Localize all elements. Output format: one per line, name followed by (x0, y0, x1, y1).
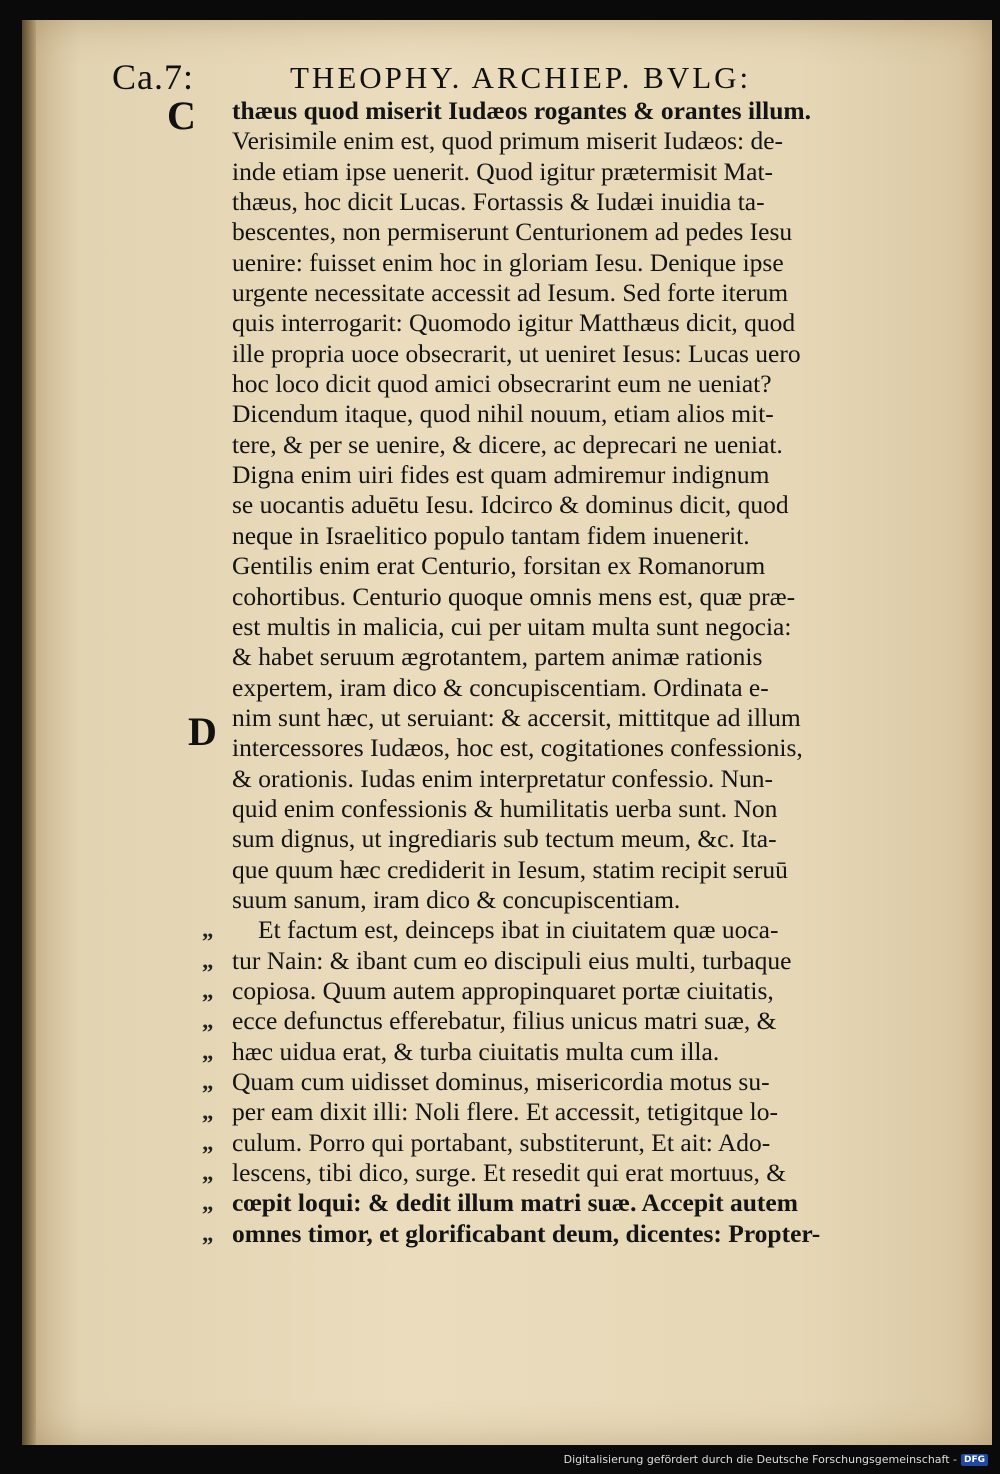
text-line (232, 430, 972, 460)
text-line-content: omnes timor, et glorificabant deum, dicentes: Propter- (232, 1218, 821, 1248)
text-line (202, 945, 972, 976)
text-line (202, 1127, 972, 1158)
text-line (202, 1067, 972, 1097)
text-line-content: inde etiam ipse uenerit. Quod igitur prætermisit Mat- (232, 156, 774, 186)
text-line-content: tere, & per se uenire, & dicere, ac deprecari ne ueniat. (232, 429, 783, 459)
text-line-content: thæus, hoc dicit Lucas. Fortassis & Iudæi inuidia ta- (232, 187, 765, 217)
text-line (232, 824, 972, 854)
text-line (202, 1097, 972, 1127)
text-line (202, 1188, 972, 1218)
text-line-content: Et factum est, deinceps ibat in ciuitatem quæ uoca- (258, 915, 779, 945)
running-header (22, 56, 992, 96)
text-line (232, 217, 972, 247)
text-line (232, 399, 972, 429)
text-line (232, 855, 972, 885)
text-line-content: ille propria uoce obsecrarit, ut ueniret Iesus: Lucas uero (232, 338, 801, 368)
text-line (232, 885, 972, 915)
text-line-content: uenire: fuisset enim hoc in gloriam Iesu. Denique ipse (232, 247, 784, 277)
margin-letter-d: D (188, 709, 217, 754)
text-line-content: bescentes, non permiserunt Centurionem ad pedes Iesu (232, 217, 793, 247)
quote-marker: „ (202, 1008, 214, 1034)
text-line-content: intercessores Iudæos, hoc est, cogitationes confessionis, (232, 733, 803, 763)
margin-letter-c: C (167, 93, 196, 138)
text-line (232, 187, 972, 217)
text-line-content: tur Nain: & ibant cum eo discipuli eius multi, turbaque (232, 945, 792, 975)
dfg-logo: DFG (961, 1454, 988, 1466)
running-title: THEOPHY. ARCHIEP. BVLG: (290, 60, 752, 95)
text-line-content: urgente necessitate accessit ad Iesum. Sed forte iterum (232, 278, 789, 308)
text-line (232, 126, 972, 156)
text-line (232, 248, 972, 278)
quote-marker: „ (202, 917, 214, 943)
text-line-content: Gentilis enim erat Centurio, forsitan ex Romanorum (232, 551, 766, 581)
text-line-content: sum dignus, ut ingrediaris sub tectum meum, &c. Ita- (232, 824, 777, 854)
book-page (22, 20, 992, 1445)
text-line (232, 551, 972, 581)
text-line-content: thæus quod miserit Iudæos rogantes & orantes illum. (232, 96, 812, 125)
text-line (202, 1158, 972, 1188)
quote-marker: „ (202, 1099, 214, 1125)
body-text (202, 96, 972, 1249)
text-line (232, 764, 972, 794)
text-line-content: est multis in malicia, cui per uitam multa sunt negocia: (232, 611, 792, 641)
text-line (202, 1036, 972, 1067)
text-line-content: suum sanum, iram dico & concupiscentiam. (232, 884, 681, 914)
quote-marker: „ (202, 1069, 214, 1094)
chapter-number: Ca.7: (112, 57, 194, 97)
text-line (232, 703, 972, 733)
text-line-content: & orationis. Iudas enim interpretatur confessio. Nun- (232, 763, 774, 793)
text-line (232, 673, 972, 703)
text-line (232, 733, 972, 763)
quote-marker: „ (202, 1190, 214, 1216)
text-line-content: hæc uidua erat, & turba ciuitatis multa cum illa. (232, 1036, 720, 1066)
text-line-content: copiosa. Quum autem appropinquaret portæ ciuitatis, (232, 975, 774, 1005)
text-line-content: nim sunt hæc, ut seruiant: & accersit, mittitque ad illum (232, 702, 801, 732)
text-line-content: culum. Porro qui portabant, substiterunt, Et ait: Ado- (232, 1127, 771, 1157)
text-line-content: per eam dixit illi: Noli flere. Et accessit, tetigitque lo- (232, 1097, 778, 1127)
quote-marker: „ (202, 1038, 214, 1064)
text-line (232, 339, 972, 369)
text-line-content: Verisimile enim est, quod primum miserit Iudæos: de- (232, 126, 784, 156)
text-line-content: expertem, iram dico & concupiscentiam. Ordinata e- (232, 672, 769, 702)
text-line (232, 369, 972, 399)
text-line-content: & habet seruum ægrotantem, partem animæ rationis (232, 642, 763, 672)
text-line (232, 612, 972, 642)
text-line-content: Dicendum itaque, quod nihil nouum, etiam alios mit- (232, 399, 774, 429)
text-line-content: que quum hæc crediderit in Iesum, statim recipit seruū (232, 854, 788, 884)
text-line-content: quis interrogarit: Quomodo igitur Matthæus dicit, quod (232, 308, 796, 338)
text-line (202, 975, 972, 1006)
text-line-content: Digna enim uiri fides est quam admiremur indignum (232, 460, 770, 490)
text-line (232, 460, 972, 490)
text-line (232, 157, 972, 187)
text-line-content: neque in Israelitico populo tantam fidem inuenerit. (232, 520, 750, 550)
quote-marker: „ (202, 1160, 214, 1186)
text-line-content: quid enim confessionis & humilitatis uerba sunt. Non (232, 793, 778, 823)
text-line-content: lescens, tibi dico, surge. Et resedit qui erat mortuus, & (232, 1158, 787, 1188)
text-line (232, 582, 972, 612)
page-gutter (22, 20, 36, 1445)
quote-marker: „ (202, 947, 214, 973)
credit-text: Digitalisierung gefördert durch die Deutsche Forschungsgemeinschaft - (563, 1453, 957, 1466)
quote-marker: „ (202, 1129, 214, 1155)
quote-marker: „ (202, 1220, 214, 1246)
text-line-content: hoc loco dicit quod amici obsecrarint eum ne ueniat? (232, 369, 772, 399)
text-line (232, 308, 972, 338)
text-line (232, 490, 972, 520)
text-line-content: se uocantis aduētu Iesu. Idcirco & dominus dicit, quod (232, 490, 789, 520)
text-line (232, 278, 972, 308)
quote-marker: „ (202, 977, 214, 1003)
text-line-content: ecce defunctus efferebatur, filius unicus matri suæ, & (232, 1006, 777, 1036)
text-line-content: Quam cum uidisset dominus, misericordia motus su- (232, 1067, 770, 1096)
text-line (202, 1006, 972, 1036)
text-line (232, 794, 972, 824)
text-line (202, 915, 972, 945)
text-line (232, 521, 972, 551)
text-line (232, 96, 972, 126)
digitization-credit (564, 1453, 988, 1466)
text-line-content: cohortibus. Centurio quoque omnis mens est, quæ præ- (232, 581, 796, 611)
text-line-content: cœpit loqui: & dedit illum matri suæ. Accepit autem (232, 1188, 798, 1218)
text-line (202, 1218, 972, 1249)
text-line (232, 642, 972, 672)
